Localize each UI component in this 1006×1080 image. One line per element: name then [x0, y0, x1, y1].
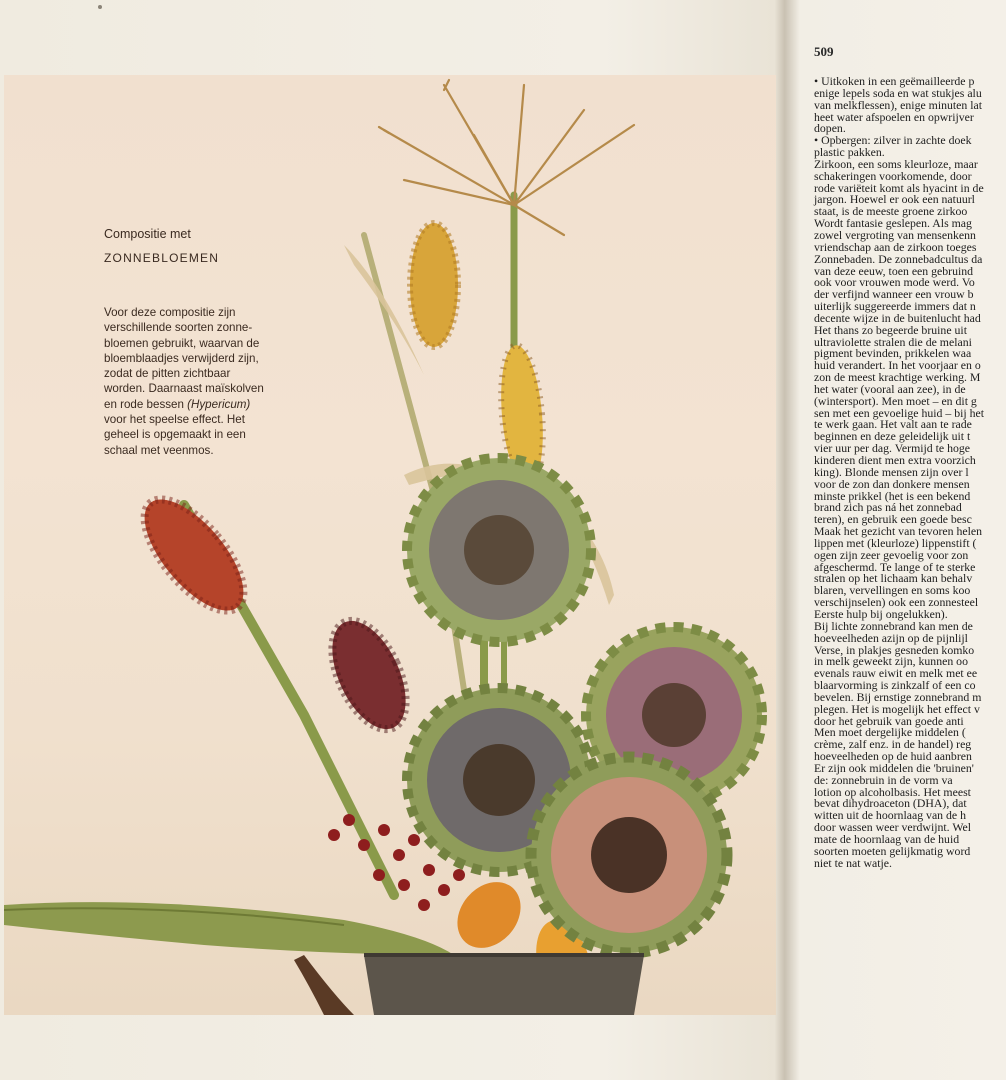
article-line: verschijnselen) ook een zonnesteel: [814, 595, 979, 610]
article-line: rode variëteit komt als hyacint in de: [814, 180, 984, 195]
article-line: blaren, vervellingen en soms koo: [814, 583, 971, 598]
article-line: afgeschermd. Te lange of te sterke: [814, 559, 976, 574]
page-mark: [98, 5, 102, 9]
article-line: der verfijnd wanneer een vrouw b: [814, 287, 974, 302]
article-line: de: zonnebruin in de vorm va: [814, 772, 953, 787]
article-line: Zirkoon, een soms kleurloze, maar: [814, 156, 978, 171]
article-line: blaarvorming is zinkzalf of een co: [814, 678, 976, 693]
caption-subtitle: Compositie met: [104, 227, 191, 241]
article-line: jargon. Hoewel er ook een natuurl: [814, 192, 975, 207]
article-line: Het thans zo begeerde bruine uit: [814, 322, 967, 337]
article-line: evenals rauw eiwit en melk met ee: [814, 666, 978, 681]
article-line: (wintersport). Men moet – en dit g: [814, 393, 977, 408]
article-line: vriendschap aan de zirkoon toeges: [814, 239, 977, 254]
article-line: schakeringen voorkomende, door: [814, 168, 972, 183]
article-line: decente wijze in de buitenlucht had: [814, 310, 981, 325]
article-line: van melkflessen), enige minuten lat: [814, 97, 983, 112]
article-line: door wassen weer verdwijnt. Wel: [814, 820, 972, 835]
article-line: kinderen dient men extra voorzich: [814, 453, 976, 467]
article-line: witten uit de hoornlaag van de h: [814, 808, 967, 823]
article-line: Bij lichte zonnebrand kan men de: [814, 618, 973, 633]
article-line: niet te nat watje.: [814, 855, 892, 870]
article-line: Eerste hulp bij ongelukken).: [814, 606, 948, 621]
caption-body: [104, 305, 274, 458]
article-line: hoeveelheden azijn op de pijnlijl: [814, 630, 968, 645]
article-line: minste prikkel (het is een bekend: [814, 488, 971, 503]
article-line: brand zich pas ná het zonnebad: [814, 500, 962, 515]
article-line: teren), en gebruik een goede besc: [814, 512, 972, 527]
article-line: ultraviolette stralen die de melani: [814, 334, 972, 349]
article-line: zowel vergroting van mensenkenn: [814, 227, 976, 242]
article-line: • Opbergen: zilver in zachte doek: [814, 133, 972, 148]
article-line: ogen zijn zeer gevoelig voor zon: [814, 547, 969, 562]
article-line: van deze eeuw, toen een gebruind: [814, 263, 974, 278]
article-line: • Uitkoken in een geëmailleerde p: [814, 74, 975, 88]
article-line: hoeveelheden op de huid aanbren: [814, 749, 972, 764]
sunflower-arrangement-photo: [4, 75, 776, 1015]
article-line: king). Blonde mensen zijn over l: [814, 464, 969, 479]
article-line: het water (vooral aan zee), in de: [814, 381, 966, 396]
article-line: in melk geweekt zijn, kunnen oo: [814, 654, 968, 669]
article-line: pigment bevinden, prikkelen waa: [814, 346, 972, 361]
article-line: sen met een gevoelige huid – bij het: [814, 405, 985, 420]
caption-body-latin-name: (Hypericum): [187, 397, 251, 411]
article-line: lippen met (kleurloze) lippenstift (: [814, 535, 977, 550]
caption-body-text-1: Voor deze compositie zijn verschillende soorten zonnebloemen gebruikt, waarvan de bloemblaadjes verwijderd zijn, zodat de pitten zichtbaar worden. Daarnaast maïskolven en rode bessen: [104, 306, 264, 411]
article-line: Zonnebaden. De zonnebadcultus da: [814, 251, 983, 266]
article-line: bevat dihydroaceton (DHA), dat: [814, 796, 967, 811]
article-line: beginnen en deze geleidelijk uit t: [814, 429, 971, 444]
article-column: [814, 76, 1006, 870]
article-line: Maak het gezicht van tevoren helen: [814, 524, 983, 539]
article-line: voor de zon dan donkere mensen: [814, 476, 970, 491]
article-line: Wordt fantasie geslepen. Als mag: [814, 216, 972, 231]
article-line: door het gebruik van goede anti: [814, 713, 964, 728]
article-line: Verse, in plakjes gesneden komko: [814, 642, 975, 657]
article-line: Men moet dergelijke middelen (: [814, 725, 966, 740]
arrangement-illustration: [4, 75, 776, 1015]
article-line: uiterlijk suggereerde immers dat n: [814, 299, 976, 314]
article-line: enige lepels soda en wat stukjes alu: [814, 85, 982, 100]
article-line: dopen.: [814, 121, 846, 136]
article-line: staat, is de meeste groene zirkoo: [814, 204, 968, 219]
article-line: huid verandert. In het voorjaar en o: [814, 358, 981, 373]
article-line: vier uur per dag. Vermijd te hoge: [814, 441, 971, 456]
article-line: stralen op het lichaam kan behalv: [814, 571, 973, 586]
caption-title: ZONNEBLOEMEN: [104, 251, 220, 265]
article-line: lotion op alcoholbasis. Het meest: [814, 784, 971, 799]
article-line: zon de meest krachtige werking. M: [814, 370, 981, 385]
article-line: ook voor vrouwen mode werd. Vo: [814, 275, 975, 290]
article-line: te werk gaan. Het valt aan te rade: [814, 417, 972, 432]
article-line: soorten moeten gelijkmatig word: [814, 843, 971, 858]
article-line: plegen. Het is mogelijk het effect v: [814, 701, 980, 716]
article-line: heet water afspoelen en opwrijver: [814, 109, 974, 124]
article-line: plastic pakken.: [814, 145, 885, 160]
caption-body-text-2: voor het speelse effect. Het geheel is opgemaakt in een schaal met veenmos.: [104, 413, 246, 457]
article-line: Er zijn ook middelen die 'bruinen': [814, 760, 974, 775]
article-line: mate de hoornlaag van de huid: [814, 832, 960, 846]
article-line: crème, zalf enz. in de handel) reg: [814, 737, 972, 752]
page-number: 509: [814, 44, 834, 59]
article-line: bevelen. Bij ernstige zonnebrand m: [814, 689, 982, 704]
